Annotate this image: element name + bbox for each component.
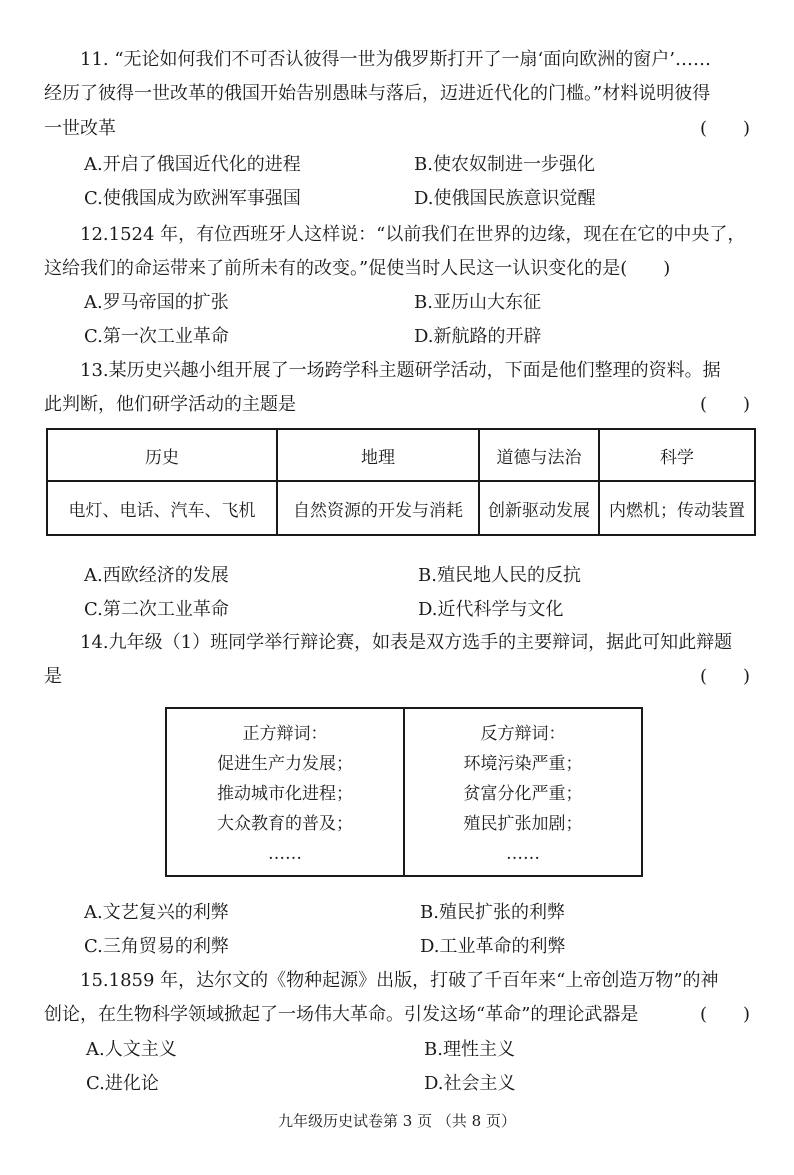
q12-stem-line1: 12.1524 年，有位西班牙人这样说：“以前我们在世界的边缘，现在在它的中央了， [80,224,746,245]
q11-stem-line2: 经历了彼得一世改革的俄国开始告别愚昧与落后，迈进近代化的门槛。”材料说明彼得 [44,83,711,104]
q13-option-b: B.殖民地人民的反抗 [418,565,581,586]
header-history: 历史 [47,429,277,481]
cell-science: 内燃机；传动装置 [599,481,755,535]
q13-stem-line2: 此判断，他们研学活动的主题是 [44,394,296,415]
q15-answer-bracket: ( ) [700,1004,751,1025]
header-geography: 地理 [277,429,479,481]
pro-arguments-column [166,708,404,876]
header-morality-law: 道德与法治 [479,429,599,481]
con-argument: 殖民扩张加剧； [463,814,583,834]
table-row [47,481,755,535]
q12-stem-line2: 这给我们的命运带来了前所未有的改变。”促使当时人民这一认识变化的是( ) [44,258,671,279]
pro-ellipsis: …… [268,844,302,864]
q14-option-b: B.殖民扩张的利弊 [420,902,565,923]
cell-history: 电灯、电话、汽车、飞机 [47,481,277,535]
q11-option-d: D.使俄国民族意识觉醒 [414,188,596,209]
q15-stem-line2: 创论，在生物科学领域掀起了一场伟大革命。引发这场“革命”的理论武器是 [44,1004,639,1025]
con-heading: 反方辩词： [480,724,566,744]
q11-stem-line3: 一世改革 [44,118,116,139]
q11-option-a: A.开启了俄国近代化的进程 [84,154,301,175]
q15-option-a: A.人文主义 [86,1039,177,1060]
q11-stem-line1: 11. “无论如何我们不可否认彼得一世为俄罗斯打开了一扇‘面向欧洲的窗户’…… [80,49,711,70]
cell-morality-law: 创新驱动发展 [479,481,599,535]
q15-option-b: B.理性主义 [424,1039,515,1060]
q14-answer-bracket: ( ) [700,666,751,687]
q13-answer-bracket: ( ) [700,394,751,415]
q14-option-a: A.文艺复兴的利弊 [84,902,229,923]
q12-option-c: C.第一次工业革命 [84,326,229,347]
con-arguments-column [404,708,642,876]
q13-option-d: D.近代科学与文化 [418,599,564,620]
q12-option-a: A.罗马帝国的扩张 [84,292,229,313]
con-ellipsis: …… [506,844,540,864]
con-argument: 贫富分化严重； [463,784,583,804]
q13-stem-line1: 13.某历史兴趣小组开展了一场跨学科主题研学活动，下面是他们整理的资料。据 [80,360,721,381]
pro-argument: 促进生产力发展； [217,754,353,774]
q15-stem-line1: 15.1859 年，达尔文的《物种起源》出版，打破了千百年来“上帝创造万物”的神 [80,970,719,991]
q12-option-d: D.新航路的开辟 [414,326,542,347]
q14-option-c: C.三角贸易的利弊 [84,936,229,957]
table-header-row [47,429,755,481]
q14-option-d: D.工业革命的利弊 [420,936,566,957]
q13-subject-table [46,428,756,536]
page-footer: 九年级历史试卷第 3 页 （共 8 页） [278,1112,516,1130]
pro-argument: 大众教育的普及； [217,814,353,834]
q13-option-c: C.第二次工业革命 [84,599,229,620]
header-science: 科学 [599,429,755,481]
q12-option-b: B.亚历山大东征 [414,292,541,313]
q14-debate-table [165,707,643,877]
q15-option-d: D.社会主义 [424,1073,516,1094]
pro-heading: 正方辩词： [242,724,328,744]
q11-answer-bracket: ( ) [700,118,751,139]
q13-option-a: A.西欧经济的发展 [84,565,229,586]
q15-option-c: C.进化论 [86,1073,159,1094]
con-argument: 环境污染严重； [463,754,583,774]
q11-option-b: B.使农奴制进一步强化 [414,154,595,175]
pro-argument: 推动城市化进程； [217,784,353,804]
q14-stem-line1: 14.九年级（1）班同学举行辩论赛，如表是双方选手的主要辩词，据此可知此辩题 [80,632,733,653]
q14-stem-line2: 是 [44,666,62,687]
q11-option-c: C.使俄国成为欧洲军事强国 [84,188,301,209]
cell-geography: 自然资源的开发与消耗 [277,481,479,535]
